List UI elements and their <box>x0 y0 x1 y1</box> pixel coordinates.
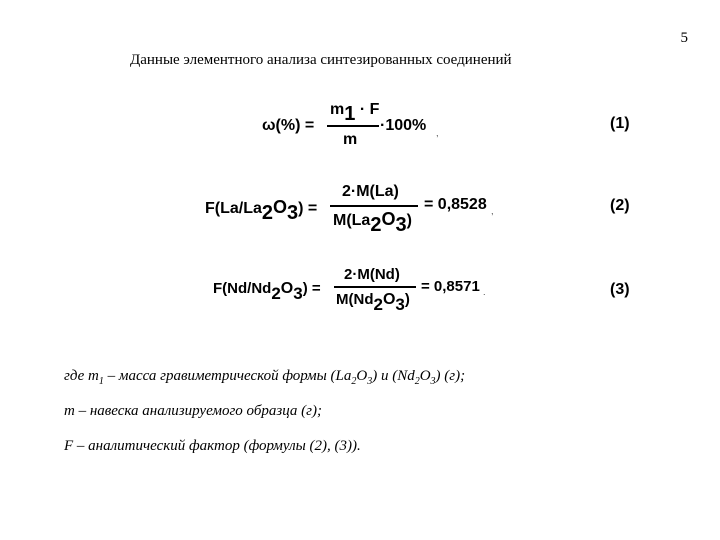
note-line-2: m – навеска анализируемого образца (г); <box>64 403 323 419</box>
formula-3-numerator: 2·M(Nd) <box>344 266 400 283</box>
note-line-3: F – аналитический фактор (формулы (2), (3)). <box>64 438 361 454</box>
formula-2-numerator: 2·M(La) <box>342 183 399 200</box>
note-1-s1: 1 <box>98 376 104 387</box>
formula-1-tail: , <box>436 128 439 138</box>
formula-1-num-m: m <box>330 101 345 118</box>
note-1-a: где m <box>64 368 99 384</box>
formula-2-lhs-sub1: 2 <box>261 202 274 224</box>
note-1-s4: 2 <box>414 376 420 387</box>
formula-3-lhs-c: ) = <box>302 280 321 297</box>
formula-1-num-f: · F <box>359 101 380 118</box>
formula-3-lhs-a: F(Nd/Nd <box>213 280 272 297</box>
formula-3-fraction-bar <box>334 286 416 288</box>
formula-3-den-sub1: 2 <box>373 295 383 314</box>
note-1-s2: 2 <box>351 376 357 387</box>
note-1-c: O <box>356 368 368 384</box>
equation-number-2: (2) <box>610 197 630 214</box>
formula-2-den-b: O <box>381 209 396 229</box>
formula-2-lhs-a: F(La/La <box>205 200 262 217</box>
formula-2-den-a: M(La <box>333 212 371 229</box>
note-1-s5: 3 <box>430 376 436 387</box>
note-1-f: ) (г); <box>435 368 466 384</box>
equation-number-3: (3) <box>610 281 630 298</box>
formula-2-denominator <box>333 208 412 236</box>
formula-3-tail: . <box>483 287 486 297</box>
note-1-d: ) и (Nd <box>372 368 415 384</box>
formula-1-rhs: ·100% <box>380 117 427 134</box>
page-title: Данные элементного анализа синтезированных соединений <box>130 52 512 68</box>
note-1-s3: 3 <box>367 376 373 387</box>
formula-3-lhs-sub2: 3 <box>293 284 303 303</box>
formula-1-num-sub: 1 <box>344 103 356 125</box>
note-1-b: – масса гравиметрической формы (La <box>103 368 352 384</box>
formula-3-lhs <box>213 278 321 303</box>
formula-2-lhs-c: ) = <box>298 200 318 217</box>
formula-1-fraction-bar <box>327 125 379 127</box>
formula-3-lhs-b: O <box>280 280 294 297</box>
formula-3-den-a: M(Nd <box>336 291 374 308</box>
formula-1-denominator: m <box>343 131 358 148</box>
formula-1-lhs: ω(%) = <box>262 117 315 134</box>
formula-2-lhs-b: O <box>273 197 288 217</box>
formula-3-den-sub2: 3 <box>395 295 405 314</box>
formula-2-fraction-bar <box>330 205 418 207</box>
note-1-e: O <box>419 368 431 384</box>
formula-2-lhs <box>205 196 318 224</box>
formula-3-denominator <box>336 289 410 314</box>
formula-3-den-b: O <box>382 291 396 308</box>
formula-2-tail: , <box>491 206 494 216</box>
formula-2-den-sub1: 2 <box>370 214 382 236</box>
equation-number-1: (1) <box>610 115 630 132</box>
formula-2-lhs-sub2: 3 <box>287 202 299 224</box>
formula-2-den-sub2: 3 <box>395 214 407 236</box>
formula-1-numerator <box>330 97 380 125</box>
formula-2-den-c: ) <box>406 212 412 229</box>
formula-3-den-c: ) <box>404 291 410 308</box>
formula-3-rhs: = 0,8571 <box>421 278 480 295</box>
page-number: 5 <box>680 30 688 46</box>
note-line-1 <box>64 368 465 387</box>
formula-3-lhs-sub1: 2 <box>271 284 281 303</box>
formula-2-rhs: = 0,8528 <box>424 196 487 213</box>
